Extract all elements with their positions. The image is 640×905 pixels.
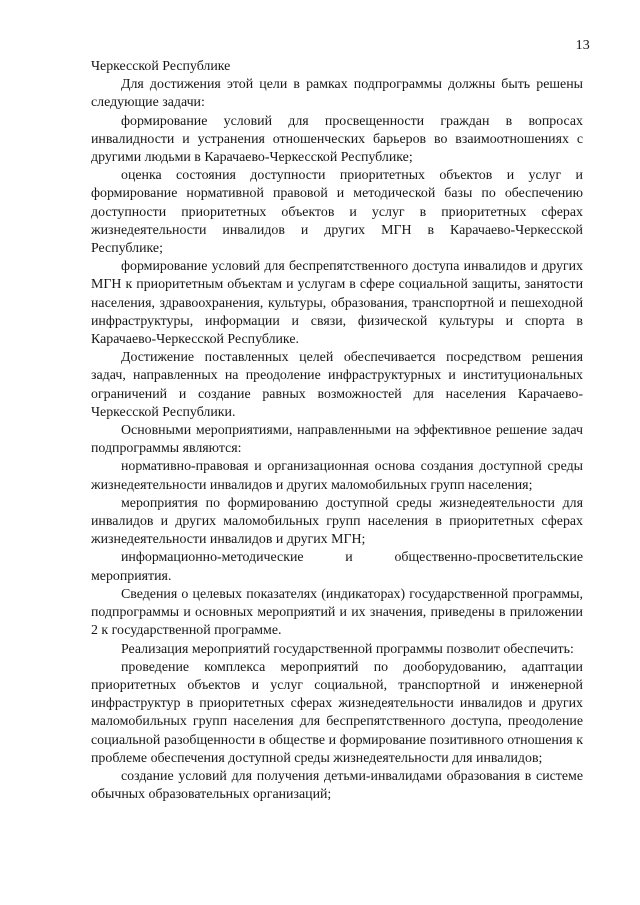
paragraph-task-1: формирование условий для просвещенности граждан в вопросах инвалидности и устранения отношенческих барьеров во взаимоотношениях с другими людьми в Карачаево-Черкесской Республике; <box>91 113 583 166</box>
paragraph-measure-2: мероприятия по формированию доступной среды жизнедеятельности для инвалидов и других маломобильных групп населения в приоритетных сферах жизнедеятельности инвалидов и других МГН; <box>91 495 583 548</box>
paragraph-main-measures-intro: Основными мероприятиями, направленными на эффективное решение задач подпрограммы являются: <box>91 423 583 457</box>
document-body <box>91 58 583 804</box>
page-number: 13 <box>575 38 590 53</box>
paragraph-measure-3: информационно-методические и общественно-просветительские мероприятия. <box>91 550 583 584</box>
paragraph-result-2: создание условий для получения детьми-инвалидами образования в системе обычных образовательных организаций; <box>91 768 583 803</box>
paragraph-measure-1: нормативно-правовая и организационная основа создания доступной среды жизнедеятельности инвалидов и других маломобильных групп населения; <box>91 459 583 493</box>
paragraph-task-2: оценка состояния доступности приоритетных объектов и услуг и формирование нормативной правовой и методической базы по обеспечению доступности приоритетных объектов и услуг в приоритетных сферах жизнедеятельности инвалидов и других МГН в Карачаево-Черкесской Республике; <box>91 168 583 257</box>
paragraph-task-3: формирование условий для беспрепятственного доступа инвалидов и других МГН к приоритетным объектам и услугам в сфере социальной защиты, занятости населения, здравоохранения, культуры, образования, транспортной и пешеходной инфраструктуры, информации и связи, физической культуры и спорта в Карачаево-Черкесской Республике. <box>91 259 583 348</box>
paragraph-achievement: Достижение поставленных целей обеспечивается посредством решения задач, направленных на преодоление инфраструктурных и институциональных ограничений и создание равных возможностей для населения Карачаево-Черкесской Республики. <box>91 350 583 420</box>
paragraph-result-1: проведение комплекса мероприятий по дооборудованию, адаптации приоритетных объектов и услуг социальной, транспортной и инженерной инфраструктур в приоритетных сферах жизнедеятельности инвалидов и других маломобильных групп населения для беспрепятственного доступа, преодоление социальной разобщенности в обществе и формирование позитивного отношения к проблеме обеспечения доступной среды жизнедеятельности для инвалидов; <box>91 659 583 766</box>
paragraph-implementation-intro: Реализация мероприятий государственной программы позволит обеспечить: <box>121 641 574 657</box>
paragraph-tasks-intro: Для достижения этой цели в рамках подпрограммы должны быть решены следующие задачи: <box>91 77 583 111</box>
paragraph-indicators: Сведения о целевых показателях (индикаторах) государственной программы, подпрограммы и основных мероприятий и их значения, приведены в приложении 2 к государственной программе. <box>91 586 583 639</box>
paragraph-continuation: Черкесской Республике <box>91 59 231 74</box>
